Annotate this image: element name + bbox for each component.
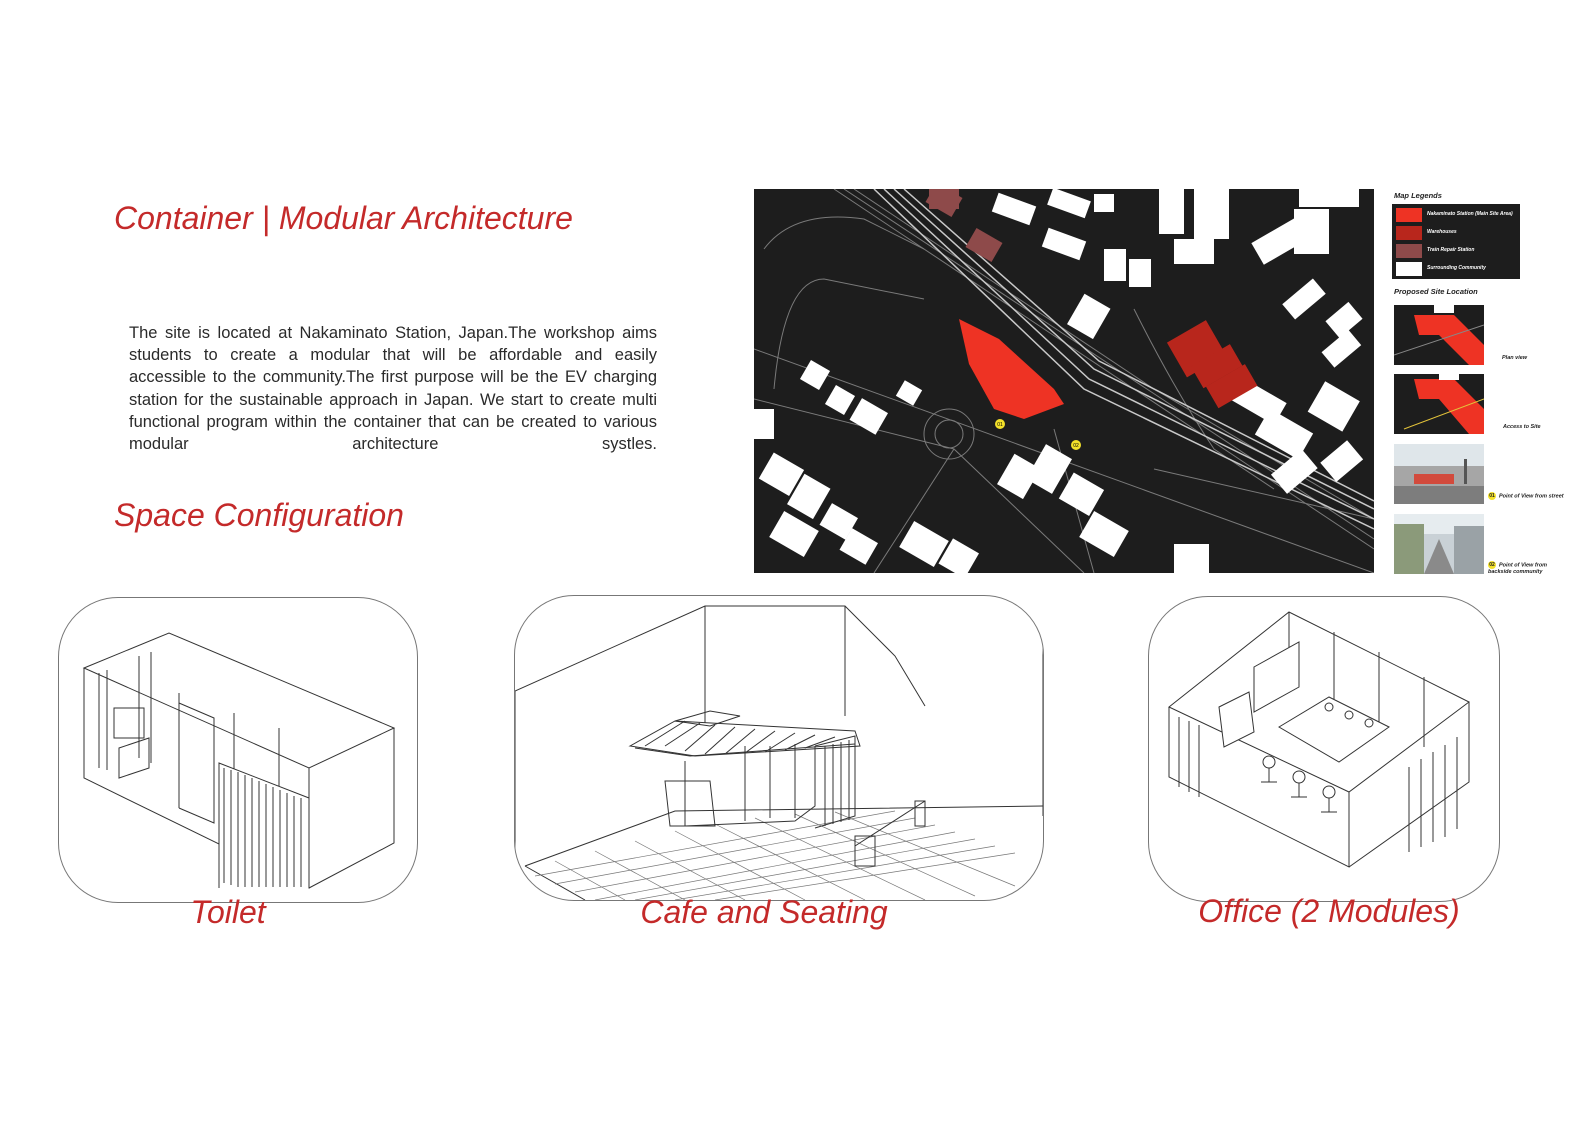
- legend-item: [1396, 226, 1520, 241]
- map-legend: [1392, 204, 1520, 279]
- map-marker-02: 02: [1073, 443, 1079, 449]
- legend-swatch: [1396, 262, 1422, 276]
- legend-label: Warehouses: [1427, 229, 1457, 235]
- caption-text: Point of View from street: [1499, 493, 1564, 500]
- legend-label: Surrounding Community: [1427, 265, 1486, 271]
- backside-photo: [1394, 514, 1484, 574]
- badge: 02: [1489, 562, 1495, 568]
- legend-label: Train Repair Station: [1427, 247, 1475, 253]
- toilet-panel: [58, 597, 418, 903]
- legend-item: [1396, 244, 1520, 259]
- cafe-panel: [514, 595, 1044, 901]
- legend-swatch: [1396, 244, 1422, 258]
- intro-paragraph: The site is located at Nakaminato Station, Japan.The workshop aims students to create a modular that will be affordable and easily accessible to the community.The first purpose will be the EV charging station for the sustainable approach in Japan. We start to create multi functional program within the container that can be created to various modular architecture systles.: [129, 324, 657, 454]
- legend-item: [1396, 208, 1520, 223]
- legend-item: [1396, 262, 1520, 277]
- legend-swatch: [1396, 226, 1422, 240]
- legend-swatch: [1396, 208, 1422, 222]
- thumb-caption: Plan view: [1502, 355, 1528, 361]
- legend-title: Map Legends: [1394, 191, 1442, 200]
- module-caption-office: Office (2 Modules): [1198, 893, 1460, 929]
- site-location-title: Proposed Site Location: [1394, 287, 1478, 296]
- site-map: [754, 189, 1374, 573]
- thumb-caption: [1488, 561, 1563, 575]
- access-thumbnail: [1394, 374, 1484, 434]
- thumb-caption: [1488, 492, 1564, 500]
- section-title: Space Configuration: [114, 497, 404, 533]
- plan-view-thumbnail: [1394, 305, 1484, 365]
- office-panel: [1148, 596, 1500, 902]
- map-marker-01: 01: [997, 422, 1003, 428]
- badge: 01: [1489, 493, 1495, 499]
- page-title: Container | Modular Architecture: [114, 200, 573, 236]
- module-caption-cafe: Cafe and Seating: [640, 894, 888, 930]
- legend-label: Nakaminato Station (Main Site Area): [1427, 211, 1513, 217]
- caption-text: Point of View from backside community: [1488, 562, 1548, 575]
- street-photo: [1394, 444, 1484, 504]
- thumb-caption: Access to Site: [1503, 424, 1541, 430]
- module-caption-toilet: Toilet: [190, 894, 266, 930]
